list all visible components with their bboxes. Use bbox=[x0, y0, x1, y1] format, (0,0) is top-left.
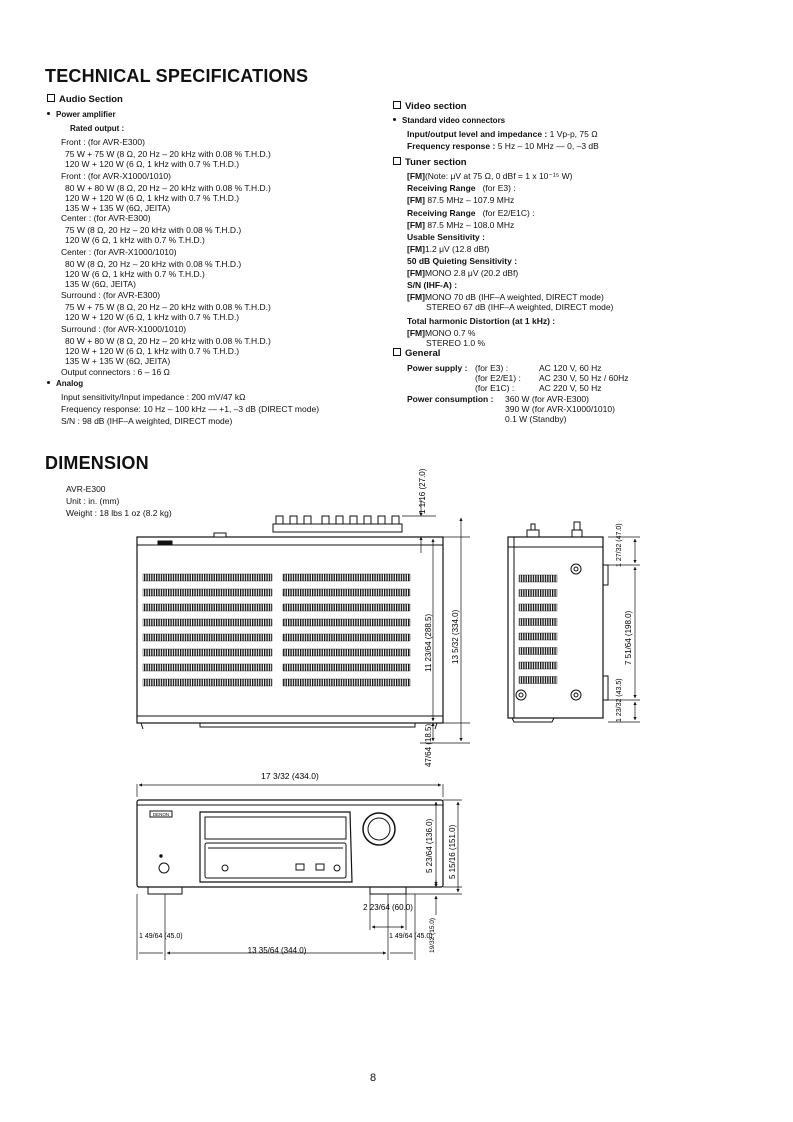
supply-value: AC 120 V, 60 Hz bbox=[539, 363, 602, 373]
supply-region: (for E2/E1) : bbox=[475, 373, 521, 383]
power-supply-label: Power supply : bbox=[407, 363, 468, 373]
consumption-line: 0.1 W (Standby) bbox=[505, 414, 567, 424]
tuner-sn-stereo: STEREO 67 dB (IHF–A weighted, DIRECT mode) bbox=[426, 302, 614, 312]
vent-row bbox=[519, 619, 557, 626]
general-section-heading: General bbox=[393, 348, 440, 359]
vent-row bbox=[519, 662, 557, 669]
spec-line: Center : (for AVR-E300) bbox=[61, 213, 151, 223]
vent-row bbox=[143, 634, 272, 641]
page-title: TECHNICAL SPECIFICATIONS bbox=[45, 66, 309, 86]
top-vents-right bbox=[283, 574, 410, 686]
rear-terminals bbox=[273, 516, 402, 532]
vent-row bbox=[519, 633, 557, 640]
spec-line: Center : (for AVR-X1000/1010) bbox=[61, 247, 177, 257]
dim-foot-right bbox=[389, 933, 433, 940]
tuner-quiet-value: [FM]MONO 2.8 μV (20.2 dBf) bbox=[407, 268, 519, 278]
rated-output-label: Rated output : bbox=[70, 124, 125, 133]
front-view bbox=[137, 800, 443, 894]
vent-row bbox=[519, 648, 557, 655]
spec-line: 120 W (6 Ω, 1 kHz with 0.7 % T.H.D.) bbox=[65, 235, 205, 245]
tuner-thd-mono: [FM]MONO 0.7 % bbox=[407, 328, 476, 338]
vent-row bbox=[143, 604, 272, 611]
dim-foot-left-text: 1 49/64 (45.0) bbox=[139, 933, 183, 940]
dim-side-top: 1 27/32 (47.0) bbox=[616, 523, 623, 567]
brand-badge-text: DENON bbox=[152, 812, 170, 817]
vent-row bbox=[143, 664, 272, 671]
vent-row bbox=[283, 619, 410, 626]
spec-line: 120 W (6 Ω, 1 kHz with 0.7 % T.H.D.) bbox=[65, 269, 205, 279]
vent-row bbox=[143, 589, 272, 596]
spec-line: Front : (for AVR-X1000/1010) bbox=[61, 171, 171, 181]
dim-foot-width: 2 23/64 (60.0) bbox=[363, 903, 413, 912]
vent-row bbox=[283, 664, 410, 671]
video-io-line: Input/output level and impedance : 1 Vp-p, 75 Ω bbox=[407, 129, 598, 139]
dim-foot-span: 13 35/64 (344.0) bbox=[247, 946, 307, 955]
spec-line: 75 W + 75 W (8 Ω, 20 Hz – 20 kHz with 0.08 % T.H.D.) bbox=[65, 149, 271, 159]
dim-height-total: 5 15/16 (151.0) bbox=[448, 824, 457, 879]
tuner-sn-label: S/N (IHF-A) : bbox=[407, 280, 458, 290]
dim-depth-body: 11 23/64 (288.5) bbox=[424, 613, 433, 672]
tuner-fm2: [FM] 87.5 MHz – 108.0 MHz bbox=[407, 220, 515, 230]
dimension-model: AVR-E300 bbox=[66, 484, 106, 494]
supply-region: (for E3) : bbox=[475, 363, 509, 373]
spec-line: 135 W (6Ω, JEITA) bbox=[65, 279, 136, 289]
spec-line: 80 W + 80 W (8 Ω, 20 Hz – 20 kHz with 0.08 % T.H.D.) bbox=[65, 336, 271, 346]
dim-width: 17 3/32 (434.0) bbox=[261, 771, 319, 781]
dim-foot-height: 19/32 (15.0) bbox=[429, 917, 436, 953]
spec-line: 135 W + 135 W (6Ω, JEITA) bbox=[65, 356, 171, 366]
spec-line: Output connectors : 6 – 16 Ω bbox=[61, 367, 170, 377]
tuner-range2: Receiving Range (for E2/E1C) : bbox=[407, 208, 535, 218]
dim-height-body: 5 23/64 (136.0) bbox=[425, 818, 434, 873]
vent-row bbox=[283, 589, 410, 596]
tuner-usable-value: [FM]1.2 μV (12.8 dBf) bbox=[407, 244, 490, 254]
vent-row bbox=[283, 649, 410, 656]
consumption-line: 360 W (for AVR-E300) bbox=[505, 394, 589, 404]
analog-heading: Analog bbox=[47, 379, 83, 388]
vent-row bbox=[283, 679, 410, 686]
consumption-line: 390 W (for AVR-X1000/1010) bbox=[505, 404, 615, 414]
audio-section-heading: Audio Section bbox=[47, 94, 123, 105]
supply-value: AC 230 V, 50 Hz / 60Hz bbox=[539, 373, 629, 383]
side-vents bbox=[519, 575, 557, 684]
vent-row bbox=[143, 649, 272, 656]
dim-front-knob: 47/64 (18.5) bbox=[424, 723, 433, 767]
spec-line: 120 W + 120 W (6 Ω, 1 kHz with 0.7 % T.H.D.) bbox=[65, 193, 240, 203]
vent-row bbox=[143, 574, 272, 581]
dim-side-bot: 1 23/32 (43.5) bbox=[616, 678, 623, 722]
video-connectors-heading: Standard video connectors bbox=[393, 116, 505, 125]
top-vents-left bbox=[143, 574, 272, 686]
dim-foot-right-text: 1 49/64 (45.0) bbox=[389, 933, 433, 940]
vent-row bbox=[519, 677, 557, 684]
dim-top-antenna: 1 1/16 (27.0) bbox=[418, 468, 427, 514]
power-amp-heading: Power amplifier bbox=[47, 110, 116, 119]
vent-row bbox=[283, 574, 410, 581]
dimension-title: DIMENSION bbox=[45, 453, 149, 473]
vent-row bbox=[519, 604, 557, 611]
dimension-weight: Weight : 18 lbs 1 oz (8.2 kg) bbox=[66, 508, 172, 518]
spec-line: 80 W + 80 W (8 Ω, 20 Hz – 20 kHz with 0.08 % T.H.D.) bbox=[65, 183, 271, 193]
tuner-usable-label: Usable Sensitivity : bbox=[407, 232, 485, 242]
supply-region: (for E1C) : bbox=[475, 383, 515, 393]
tuner-quiet-label: 50 dB Quieting Sensitivity : bbox=[407, 256, 518, 266]
spec-line: 75 W + 75 W (8 Ω, 20 Hz – 20 kHz with 0.08 % T.H.D.) bbox=[65, 302, 271, 312]
spec-line: 120 W + 120 W (6 Ω, 1 kHz with 0.7 % T.H.D.) bbox=[65, 312, 240, 322]
dim-depth-total: 13 5/32 (334.0) bbox=[451, 609, 460, 664]
tuner-sn-mono: [FM]MONO 70 dB (IHF–A weighted, DIRECT mode) bbox=[407, 292, 604, 302]
video-section-heading: Video section bbox=[393, 101, 467, 112]
vent-row bbox=[519, 590, 557, 597]
spec-line: Input sensitivity/Input impedance : 200 mV/47 kΩ bbox=[61, 392, 246, 402]
spec-line: 75 W (8 Ω, 20 Hz – 20 kHz with 0.08 % T.H.D.) bbox=[65, 225, 242, 235]
spec-line: 120 W + 120 W (6 Ω, 1 kHz with 0.7 % T.H.D.) bbox=[65, 346, 240, 356]
spec-line: 120 W + 120 W (6 Ω, 1 kHz with 0.7 % T.H.D.) bbox=[65, 159, 240, 169]
dimension-unit: Unit : in. (mm) bbox=[66, 496, 120, 506]
dim-side-mid: 7 51/64 (198.0) bbox=[624, 610, 633, 665]
spec-line: Surround : (for AVR-E300) bbox=[61, 290, 161, 300]
spec-line: Frequency response: 10 Hz – 100 kHz — +1, –3 dB (DIRECT mode) bbox=[61, 404, 320, 414]
spec-line: Surround : (for AVR-X1000/1010) bbox=[61, 324, 187, 334]
vent-row bbox=[143, 679, 272, 686]
vent-row bbox=[283, 604, 410, 611]
dim-foot-left bbox=[139, 933, 183, 940]
power-consumption-label: Power consumption : bbox=[407, 394, 494, 404]
tuner-fm1: [FM] 87.5 MHz – 107.9 MHz bbox=[407, 195, 515, 205]
tuner-range1: Receiving Range (for E3) : bbox=[407, 183, 516, 193]
spec-line: Front : (for AVR-E300) bbox=[61, 137, 145, 147]
vent-row bbox=[519, 575, 557, 582]
page-number: 8 bbox=[370, 1072, 377, 1084]
supply-value: AC 220 V, 50 Hz bbox=[539, 383, 602, 393]
spec-line: 80 W (8 Ω, 20 Hz – 20 kHz with 0.08 % T.H.D.) bbox=[65, 259, 242, 269]
tuner-thd-label: Total harmonic Distortion (at 1 kHz) : bbox=[407, 316, 556, 326]
tuner-section-heading: Tuner section bbox=[393, 157, 467, 168]
spec-line: S/N : 98 dB (IHF–A weighted, DIRECT mode) bbox=[61, 416, 233, 426]
spec-line: 135 W + 135 W (6Ω, JEITA) bbox=[65, 203, 171, 213]
tuner-note: [FM](Note: μV at 75 Ω, 0 dBf = 1 x 10⁻¹⁵ W) bbox=[407, 171, 573, 181]
video-freq-line: Frequency response : 5 Hz – 10 MHz — 0, –3 dB bbox=[407, 141, 599, 151]
vent-row bbox=[143, 619, 272, 626]
tuner-thd-stereo: STEREO 1.0 % bbox=[426, 338, 486, 348]
vent-row bbox=[283, 634, 410, 641]
